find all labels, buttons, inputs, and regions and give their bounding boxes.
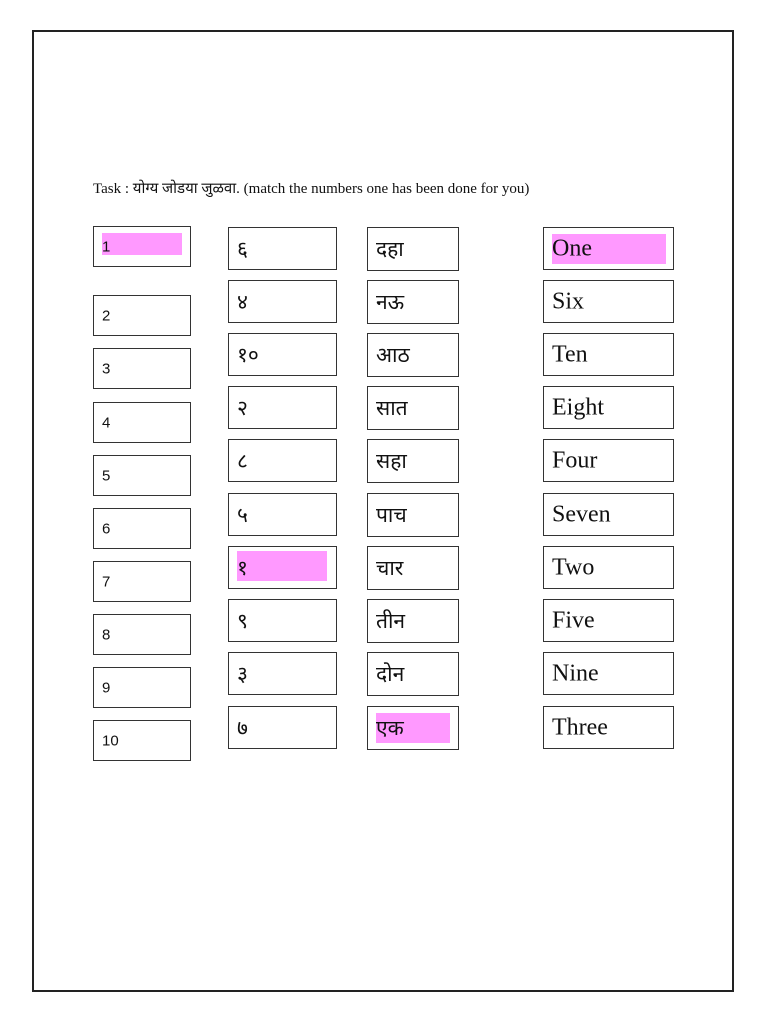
box-label: १० bbox=[237, 342, 259, 367]
box-label: 10 bbox=[102, 732, 119, 749]
box-label: 2 bbox=[102, 307, 111, 324]
marathi-words-box bbox=[367, 280, 459, 324]
numerals-box bbox=[93, 561, 191, 602]
box-label: Four bbox=[552, 447, 598, 473]
english-words-box bbox=[543, 706, 674, 749]
box-label: ९ bbox=[237, 608, 248, 633]
marathi-words-box bbox=[367, 439, 459, 483]
box-label: One bbox=[552, 235, 592, 261]
devanagari-digits-box bbox=[228, 333, 337, 376]
box-label: दोन bbox=[376, 662, 405, 686]
box-label: Two bbox=[552, 554, 595, 580]
box-label: नऊ bbox=[376, 290, 405, 314]
box-label: ७ bbox=[237, 715, 248, 740]
devanagari-digits-box bbox=[228, 227, 337, 270]
english-words-box bbox=[543, 227, 674, 270]
english-words-box bbox=[543, 280, 674, 323]
box-label: Nine bbox=[552, 660, 599, 686]
english-words-box bbox=[543, 386, 674, 429]
box-label: 4 bbox=[102, 414, 111, 431]
marathi-words-box bbox=[367, 706, 459, 750]
box-label: चार bbox=[376, 556, 404, 580]
box-label: ४ bbox=[237, 289, 248, 314]
highlight-mark bbox=[237, 551, 327, 581]
numerals-box bbox=[93, 614, 191, 655]
devanagari-digits-box bbox=[228, 280, 337, 323]
box-label: Eight bbox=[552, 394, 604, 420]
devanagari-digits-box bbox=[228, 652, 337, 695]
numerals-box bbox=[93, 455, 191, 496]
numerals-box bbox=[93, 348, 191, 389]
numerals-box bbox=[93, 402, 191, 443]
numerals-box bbox=[93, 295, 191, 336]
box-label: सात bbox=[376, 396, 408, 420]
box-label: 9 bbox=[102, 679, 111, 696]
marathi-words-box bbox=[367, 546, 459, 590]
box-label: Three bbox=[552, 714, 608, 740]
numerals-box bbox=[93, 667, 191, 708]
numerals-box bbox=[93, 720, 191, 761]
box-label: 6 bbox=[102, 520, 111, 537]
box-label: ३ bbox=[237, 661, 248, 686]
box-label: दहा bbox=[376, 237, 404, 261]
task-instruction: Task : योग्य जोडया जुळवा. (match the numbers one has been done for you) bbox=[93, 181, 530, 197]
box-label: 8 bbox=[102, 626, 111, 643]
numerals-box bbox=[93, 226, 191, 267]
english-words-box bbox=[543, 546, 674, 589]
box-label: पाच bbox=[376, 503, 407, 527]
box-label: आठ bbox=[376, 343, 410, 367]
english-words-box bbox=[543, 493, 674, 536]
marathi-words-box bbox=[367, 493, 459, 537]
box-label: 7 bbox=[102, 573, 111, 590]
highlight-mark bbox=[102, 233, 182, 255]
box-label: 5 bbox=[102, 467, 111, 484]
box-label: 1 bbox=[102, 238, 111, 255]
box-label: तीन bbox=[376, 609, 406, 633]
numerals-box bbox=[93, 508, 191, 549]
devanagari-digits-box bbox=[228, 546, 337, 589]
box-label: ६ bbox=[237, 236, 248, 261]
devanagari-digits-box bbox=[228, 493, 337, 536]
devanagari-digits-box bbox=[228, 386, 337, 429]
marathi-words-box bbox=[367, 599, 459, 643]
devanagari-digits-box bbox=[228, 706, 337, 749]
box-label: Seven bbox=[552, 501, 611, 527]
english-words-box bbox=[543, 652, 674, 695]
box-label: ५ bbox=[237, 502, 248, 527]
marathi-words-box bbox=[367, 386, 459, 430]
box-label: Five bbox=[552, 607, 595, 633]
english-words-box bbox=[543, 439, 674, 482]
marathi-words-box bbox=[367, 333, 459, 377]
box-label: एक bbox=[376, 716, 404, 740]
box-label: 3 bbox=[102, 360, 111, 377]
box-label: Ten bbox=[552, 341, 588, 367]
marathi-words-box bbox=[367, 652, 459, 696]
box-label: २ bbox=[237, 395, 248, 420]
marathi-words-box bbox=[367, 227, 459, 271]
english-words-box bbox=[543, 599, 674, 642]
english-words-box bbox=[543, 333, 674, 376]
box-label: १ bbox=[237, 555, 248, 580]
box-label: Six bbox=[552, 288, 585, 314]
box-label: सहा bbox=[376, 449, 407, 473]
devanagari-digits-box bbox=[228, 599, 337, 642]
devanagari-digits-box bbox=[228, 439, 337, 482]
box-label: ८ bbox=[237, 448, 248, 473]
